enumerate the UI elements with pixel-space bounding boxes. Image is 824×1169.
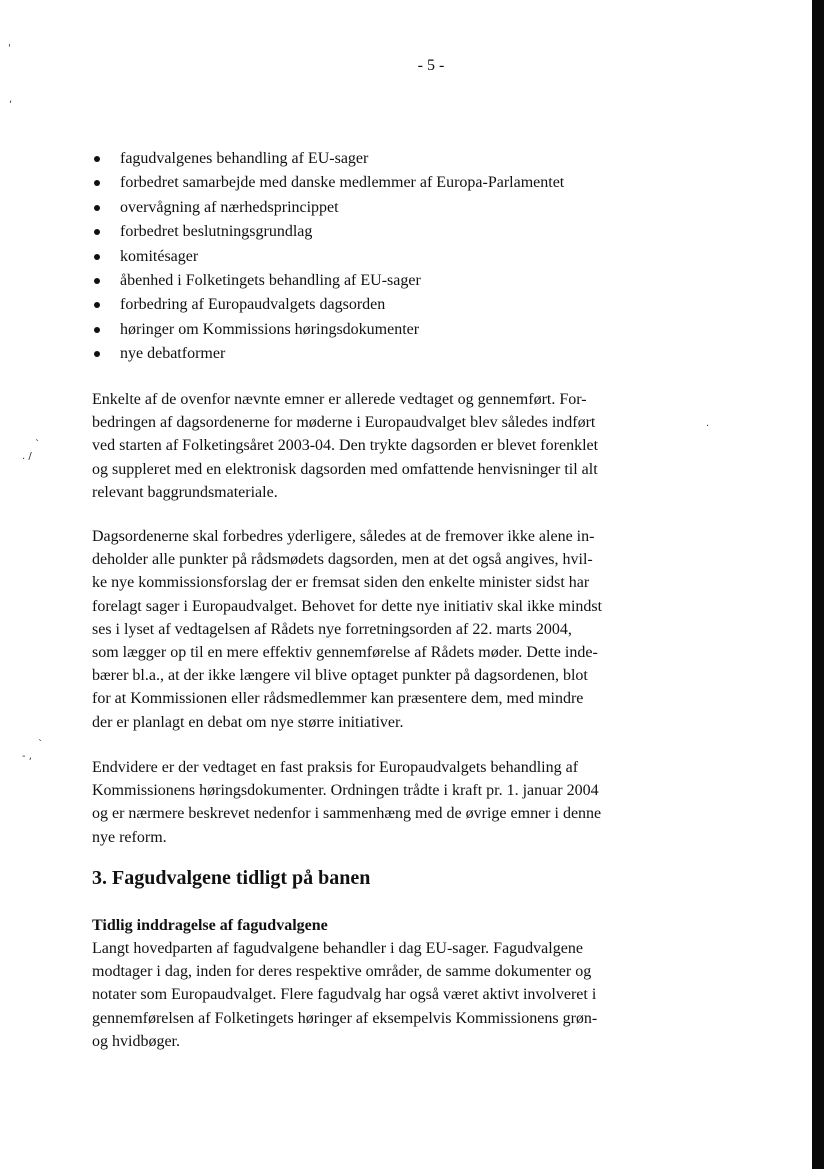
scan-speck: . /	[22, 451, 32, 462]
scan-border	[812, 0, 824, 1169]
paragraph-early-involvement	[92, 937, 637, 1053]
paragraph-line: deholder alle punkter på rådsmødets dagsorden, men at det også angives, hvil-	[92, 551, 593, 569]
scan-speck: - ,	[22, 751, 32, 762]
scan-speck: `	[35, 439, 40, 450]
list-item: forbedret samarbejde med danske medlemmer af Europa-Parlamentet	[92, 171, 564, 195]
list-item: fagudvalgenes behandling af EU-sager	[92, 147, 564, 171]
paragraph-line: forelagt sager i Europaudvalget. Behovet for dette nye initiativ skal ikke mindst	[92, 597, 603, 615]
paragraph-line: Kommissionens høringsdokumenter. Ordningen trådte i kraft pr. 1. januar 2004	[92, 782, 599, 800]
paragraph-line: der er planlagt en debat om nye større initiativer.	[92, 713, 404, 731]
paragraph-line: bærer bl.a., at der ikke længere vil blive optaget punkter på dagsordenen, blot	[92, 667, 588, 685]
paragraph-line: ved starten af Folketingsåret 2003-04. Den trykte dagsorden er blevet forenklet	[92, 437, 599, 455]
subsection-heading: Tidlig inddragelse af fagudvalgene	[92, 917, 328, 934]
paragraph-line: modtager i dag, inden for deres respektive områder, de samme dokumenter og	[92, 963, 592, 981]
list-item: overvågning af nærhedsprincippet	[92, 196, 564, 220]
section-heading: 3. Fagudvalgene tidligt på banen	[92, 867, 371, 889]
paragraph-agenda-improvements	[92, 525, 637, 734]
paragraph-line: bedringen af dagsordenerne for møderne i Europaudvalget blev således indført	[92, 414, 596, 432]
paragraph-line: som lægger op til en mere effektiv gennemførelse af Rådets møder. Dette inde-	[92, 644, 598, 662]
paragraph-hearing-practice	[92, 756, 637, 849]
list-item: åbenhed i Folketingets behandling af EU-sager	[92, 269, 564, 293]
paragraph-line: Endvidere er der vedtaget en fast praksis for Europaudvalgets behandling af	[92, 759, 579, 776]
paragraph-line: nye reform.	[92, 828, 167, 846]
topic-bullet-list	[92, 147, 564, 367]
page-number: - 5 -	[417, 57, 445, 74]
paragraph-line: gennemførelsen af Folketingets høringer af eksempelvis Kommissionens grøn-	[92, 1009, 598, 1027]
paragraph-line: notater som Europaudvalget. Flere fagudvalg har også været aktivt involveret i	[92, 986, 597, 1004]
paragraph-line: Dagsordenerne skal forbedres yderligere, således at de fremover ikke alene in-	[92, 528, 595, 545]
paragraph-line: og hvidbøger.	[92, 1032, 180, 1050]
paragraph-line: ses i lyset af vedtagelsen af Rådets nye forretningsorden af 22. marts 2004,	[92, 620, 572, 638]
list-item: komitésager	[92, 245, 564, 269]
scan-speck: ·	[706, 421, 710, 432]
list-item: forbedring af Europaudvalgets dagsorden	[92, 293, 564, 317]
paragraph-line: og suppleret med en elektronisk dagsorden med omfattende henvisninger til alt	[92, 460, 598, 478]
paragraph-line: ke nye kommissionsforslag der er fremsat siden den enkelte minister sidst har	[92, 574, 590, 592]
paragraph-line: Langt hovedparten af fagudvalgene behandler i dag EU-sager. Fagudvalgene	[92, 940, 583, 957]
scan-speck: ,	[9, 94, 13, 105]
paragraph-line: relevant baggrundsmateriale.	[92, 483, 278, 501]
paragraph-line: for at Kommissionen eller rådsmedlemmer kan præsentere dem, med mindre	[92, 690, 584, 708]
paragraph-line: Enkelte af de ovenfor nævnte emner er allerede vedtaget og gennemført. For-	[92, 391, 587, 408]
scan-speck: '	[8, 43, 11, 54]
scan-speck: `	[38, 739, 43, 750]
paragraph-line: og er nærmere beskrevet nedenfor i sammenhæng med de øvrige emner i denne	[92, 805, 602, 823]
list-item: høringer om Kommissions høringsdokumenter	[92, 318, 564, 342]
list-item: forbedret beslutningsgrundlag	[92, 220, 564, 244]
list-item: nye debatformer	[92, 342, 564, 366]
paragraph-implemented-topics	[92, 388, 637, 504]
